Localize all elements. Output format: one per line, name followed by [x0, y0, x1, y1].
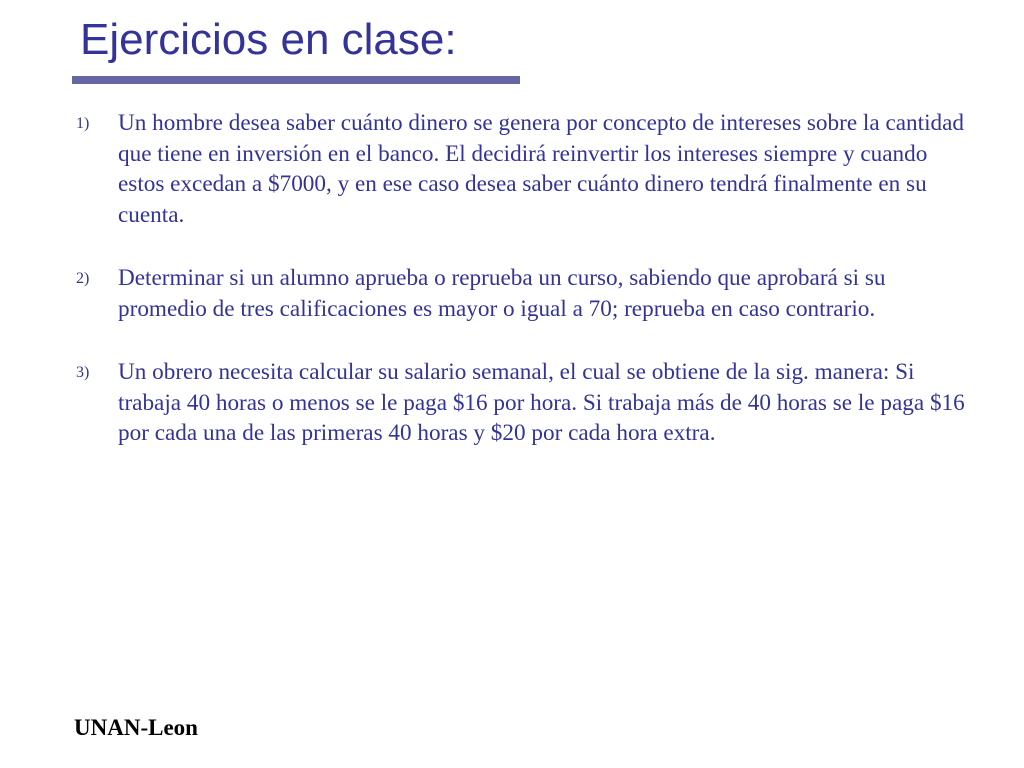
slide-title: Ejercicios en clase:	[80, 15, 457, 64]
exercise-item-1	[76, 108, 976, 230]
exercise-item-3	[76, 357, 976, 449]
exercise-number: 1)	[76, 115, 90, 132]
exercise-number: 2)	[76, 270, 90, 287]
exercise-text: Un obrero necesita calcular su salario semanal, el cual se obtiene de la sig. manera: Si trabaja 40 horas o menos se le paga $16 por hora. Si trabaja más de 40 horas se le paga $16 por cada una de las primeras 40 horas y $20 por cada hora extra.	[118, 359, 965, 446]
exercise-number: 3)	[76, 364, 90, 381]
title-underline-rule	[72, 76, 520, 84]
exercise-list	[76, 108, 976, 449]
exercise-text: Un hombre desea saber cuánto dinero se genera por concepto de intereses sobre la cantidad que tiene en inversión en el banco. El decidirá reinvertir los intereses siempre y cuando estos excedan a $7000, y en ese caso desea saber cuánto dinero tendrá finalmente en su cuenta.	[118, 110, 964, 228]
footer-institution: UNAN-Leon	[74, 715, 198, 740]
exercise-item-2	[76, 263, 976, 324]
exercise-text: Determinar si un alumno aprueba o reprueba un curso, sabiendo que aprobará si su promedio de tres calificaciones es mayor o igual a 70; reprueba en caso contrario.	[118, 265, 886, 322]
